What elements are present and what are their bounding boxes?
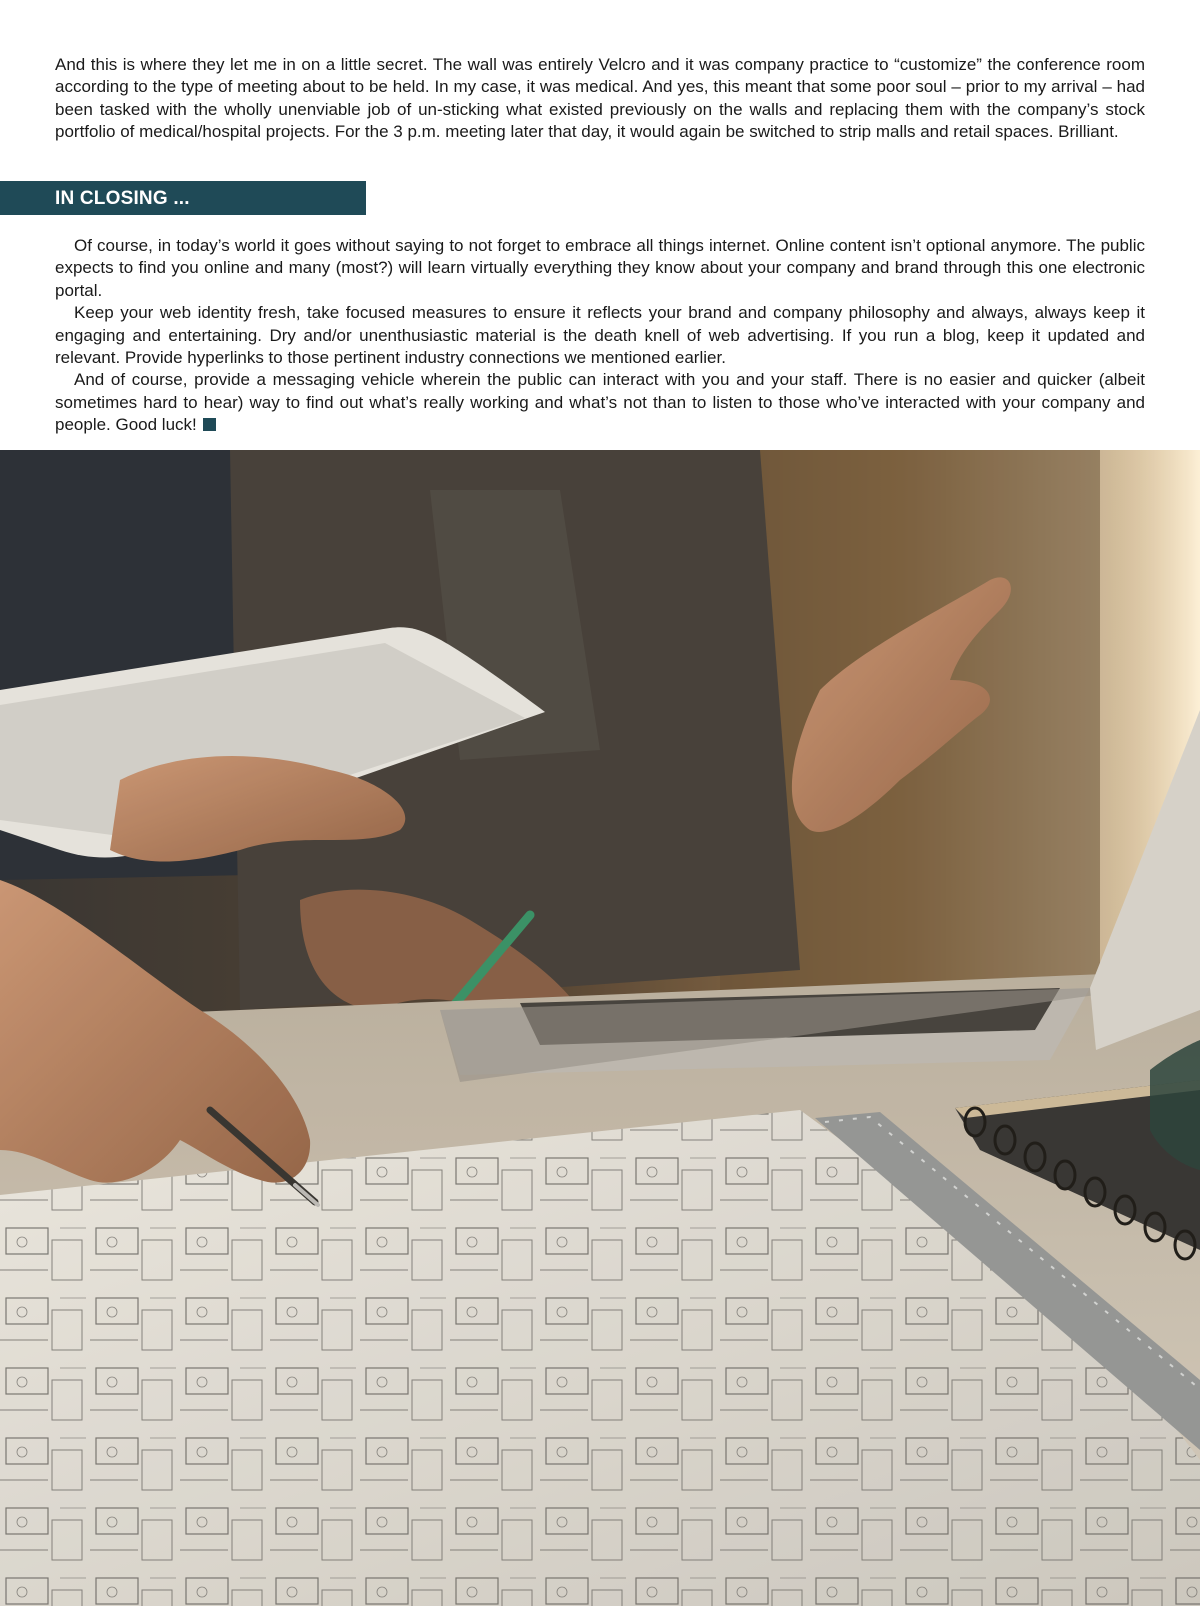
- blueprint-meeting-illustration: [0, 450, 1200, 1606]
- end-of-article-mark: [203, 418, 216, 431]
- closing-paragraph-3-text: And of course, provide a messaging vehicle wherein the public can interact with you and your staff. There is no easier and quicker (albeit sometimes hard to hear) way to find out what’s really working and what’s not than to listen to those who’ve interacted with your company and people. Good luck!: [55, 370, 1145, 435]
- closing-paragraph-3: [55, 369, 1145, 436]
- section-heading-bar: [0, 181, 366, 215]
- intro-paragraph: And this is where they let me in on a little secret. The wall was entirely Velcro and it was company practice to “customize” the conference room according to the type of meeting about to be held. In my case, it was medical. And yes, this meant that some poor soul – prior to my arrival – had been tasked with the wholly unenviable job of un-sticking what existed previously on the walls and replacing them with the company’s stock portfolio of medical/hospital projects. For the 3 p.m. meeting later that day, it would again be switched to strip malls and retail spaces. Brilliant.: [55, 55, 1145, 142]
- article-photo: [0, 450, 1200, 1606]
- closing-paragraph-2: Keep your web identity fresh, take focused measures to ensure it reflects your brand and company philosophy and always, always keep it engaging and entertaining. Dry and/or unenthusiastic material is the death knell of web advertising. If you run a blog, keep it updated and relevant. Provide hyperlinks to those pertinent industry connections we mentioned earlier.: [55, 303, 1145, 368]
- closing-paragraph-1: Of course, in today’s world it goes without saying to not forget to embrace all things internet. Online content isn’t optional anymore. The public expects to find you online and many (most?) will learn virtually everything they know about your company and brand through this one electronic portal.: [55, 236, 1145, 300]
- closing-text: [55, 235, 1145, 437]
- intro-text: [55, 54, 1145, 144]
- section-heading: IN CLOSING ...: [55, 188, 190, 209]
